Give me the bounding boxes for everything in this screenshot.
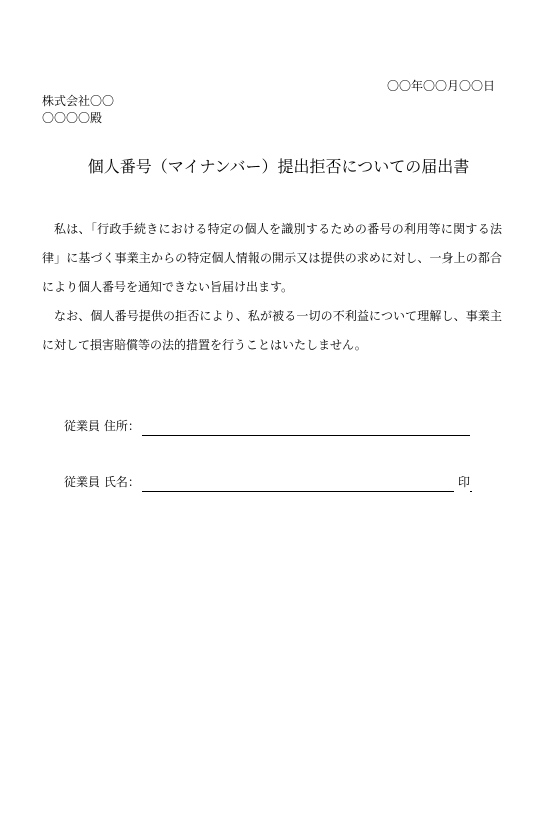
address-signature-row <box>64 418 470 436</box>
address-label: 従業員 住所： <box>64 419 140 433</box>
body-paragraph-2: なお、個人番号提供の拒否により、私が被る一切の不利益について理解し、事業主に対して損害賠償等の法的措置を行うことはいたしません。 <box>42 309 502 352</box>
recipient-company: 株式会社〇〇 <box>42 94 115 108</box>
document-date: 〇〇年〇〇月〇〇日 <box>386 79 495 93</box>
recipient-block <box>42 93 114 127</box>
name-signature-row <box>64 474 470 492</box>
recipient-person: 〇〇〇〇殿 <box>42 111 103 125</box>
name-label: 従業員 氏名： <box>64 475 140 489</box>
name-line <box>142 477 472 492</box>
seal-mark: 印 <box>454 473 470 492</box>
body-paragraph-1: 私は、「行政手続きにおける特定の個人を識別するための番号の利用等に関する法律」に基づく事業主からの特定個人情報の開示又は提供の求めに対し、一身上の都合により個人番号を通知できない旨届け出ます。 <box>42 222 502 294</box>
document-title: 個人番号（マイナンバー）提出拒否についての届出書 <box>87 157 470 176</box>
document-body <box>42 215 502 360</box>
address-line <box>142 421 470 436</box>
